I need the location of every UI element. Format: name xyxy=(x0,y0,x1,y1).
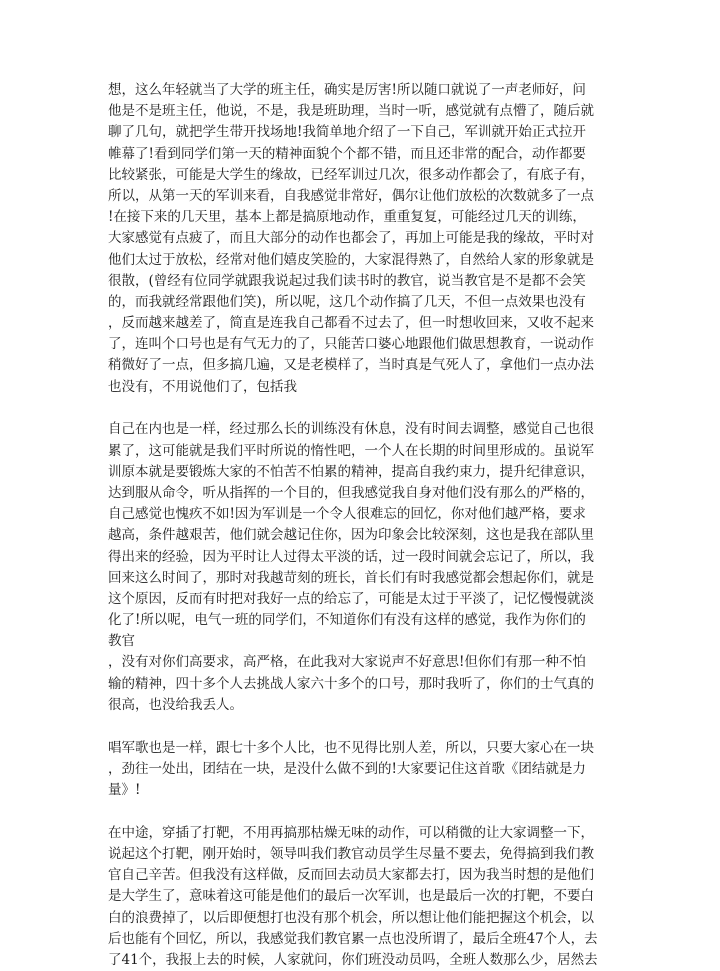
text-line: 训原本就是要锻炼大家的不怕苦不怕累的精神，提高自我约束力，提升纪律意识， xyxy=(108,463,594,480)
text-line: 化了!所以呢，电气一班的同学们，不知道你们有没有这样的感觉，我作为你们的 xyxy=(108,612,586,629)
paragraph-4 xyxy=(108,823,614,971)
text-line: 说起这个打靶，刚开始时，领导叫我们教官动员学生尽量不要去，免得搞到我们教 xyxy=(108,845,594,862)
text-line: 了41个，我报上去的时候，人家就问，你们班没动员吗，全班人数那么少，居然去 xyxy=(108,951,598,968)
document-body xyxy=(108,80,614,971)
text-line: 累了，这可能就是我们平时所说的惰性吧，一个人在长期的时间里形成的。虽说军 xyxy=(108,442,594,459)
text-line: 帷幕了!看到同学们第一天的精神面貌个个都不错，而且还非常的配合，动作都要 xyxy=(108,145,586,162)
text-line: ，没有对你们高要求，高严格，在此我对大家说声不好意思!但你们有那一种不怕 xyxy=(108,654,586,671)
text-line: !在接下来的几天里，基本上都是搞原地动作，重重复复，可能经过几天的训练， xyxy=(108,209,586,226)
text-line: 聊了几句，就把学生带开找场地!我简单地介绍了一下自己，军训就开始正式拉开 xyxy=(108,124,586,141)
paragraph-1 xyxy=(108,80,614,398)
text-line: 在中途，穿插了打靶，不用再搞那枯燥无味的动作，可以稍微的让大家调整一下， xyxy=(108,824,594,841)
text-line: 唱军歌也是一样，跟七十多个人比，也不见得比别人差，所以，只要大家心在一块 xyxy=(108,739,594,756)
text-line: 得出来的经验，因为平时让人过得太平淡的话，过一段时间就会忘记了，所以，我 xyxy=(108,548,594,565)
text-line: 所以，从第一天的军训来看，自我感觉非常好，偶尔让他们放松的次数就多了一点 xyxy=(108,187,594,204)
paragraph-spacer xyxy=(108,716,614,738)
text-line: 教官 xyxy=(108,633,135,650)
paragraph-3 xyxy=(108,738,614,802)
text-line: 也没有，不用说他们了，包括我 xyxy=(108,378,297,395)
text-line: 很散，(曾经有位同学就跟我说起过我们读书时的教官，说当教官是不是都不会笑 xyxy=(108,272,586,289)
text-line: 大家感觉有点疲了，而且大部分的动作也都会了，再加上可能是我的缘故，平时对 xyxy=(108,230,594,247)
text-line: 白的浪费掉了，以后即便想打也没有那个机会，所以想让他们能把握这个机会，以 xyxy=(108,909,594,926)
text-line: 越高，条件越艰苦，他们就会越记住你，因为印象会比较深刻，这也是我在部队里 xyxy=(108,527,594,544)
text-line: 了，连叫个口号也是有气无力的了，只能苦口婆心地跟他们做思想教育，一说动作 xyxy=(108,336,594,353)
text-line: 他是不是班主任，他说，不是，我是班助理，当时一听，感觉就有点懵了，随后就 xyxy=(108,103,594,120)
text-line: 后也能有个回忆，所以，我感觉我们教官累一点也没所谓了，最后全班47个人，去 xyxy=(108,930,598,947)
text-line: 比较紧张，可能是大学生的缘故，已经军训过几次，很多动作都会了，有底子有， xyxy=(108,166,594,183)
text-line: 很高，也没给我丢人。 xyxy=(108,696,243,713)
text-line: 输的精神，四十多个人去挑战人家六十多个的口号，那时我听了，你们的士气真的 xyxy=(108,675,594,692)
text-line: 量》! xyxy=(108,782,141,798)
text-line: 是大学生了，意味着这可能是他们的最后一次军训，也是最后一次的打靶，不要白 xyxy=(108,888,594,905)
paragraph-spacer xyxy=(108,398,614,420)
text-line: 他们太过于放松，经常对他们嬉皮笑脸的，大家混得熟了，自然给人家的形象就是 xyxy=(108,251,594,268)
paragraph-spacer xyxy=(108,801,614,823)
text-line: ，劲往一处出，团结在一块，是没什么做不到的!大家要记住这首歌《团结就是力 xyxy=(108,760,586,777)
text-line: 稍微好了一点，但多搞几遍，又是老模样了，当时真是气死人了，拿他们一点办法 xyxy=(108,357,594,374)
text-line: 的，而我就经常跟他们笑)，所以呢，这几个动作搞了几天，不但一点效果也没有 xyxy=(108,293,586,310)
paragraph-2 xyxy=(108,419,614,716)
text-line: 这个原因，反而有时把对我好一点的给忘了，可能是太过于平淡了，记忆慢慢就淡 xyxy=(108,590,594,607)
text-line: 达到服从命令，听从指挥的一个目的，但我感觉我自身对他们没有那么的严格的， xyxy=(108,484,594,501)
text-line: 官自己辛苦。但我没有这样做，反而回去动员大家都去打，因为我当时想的是他们 xyxy=(108,867,594,884)
text-line: 想，这么年轻就当了大学的班主任，确实是厉害!所以随口就说了一声老师好，问 xyxy=(108,82,586,98)
text-line: 自己感觉也愧疚不如!因为军训是一个令人很难忘的回忆，你对他们越严格，要求 xyxy=(108,506,586,523)
text-line: 回来这么时间了，那时对我越苛刻的班长，首长们有时我感觉都会想起你们，就是 xyxy=(108,569,594,586)
text-line: ，反而越来越差了，简直是连我自己都看不过去了，但一时想收回来，又收不起来 xyxy=(108,315,594,332)
text-line: 自己在内也是一样，经过那么长的训练没有休息，没有时间去调整，感觉自己也很 xyxy=(108,421,594,438)
